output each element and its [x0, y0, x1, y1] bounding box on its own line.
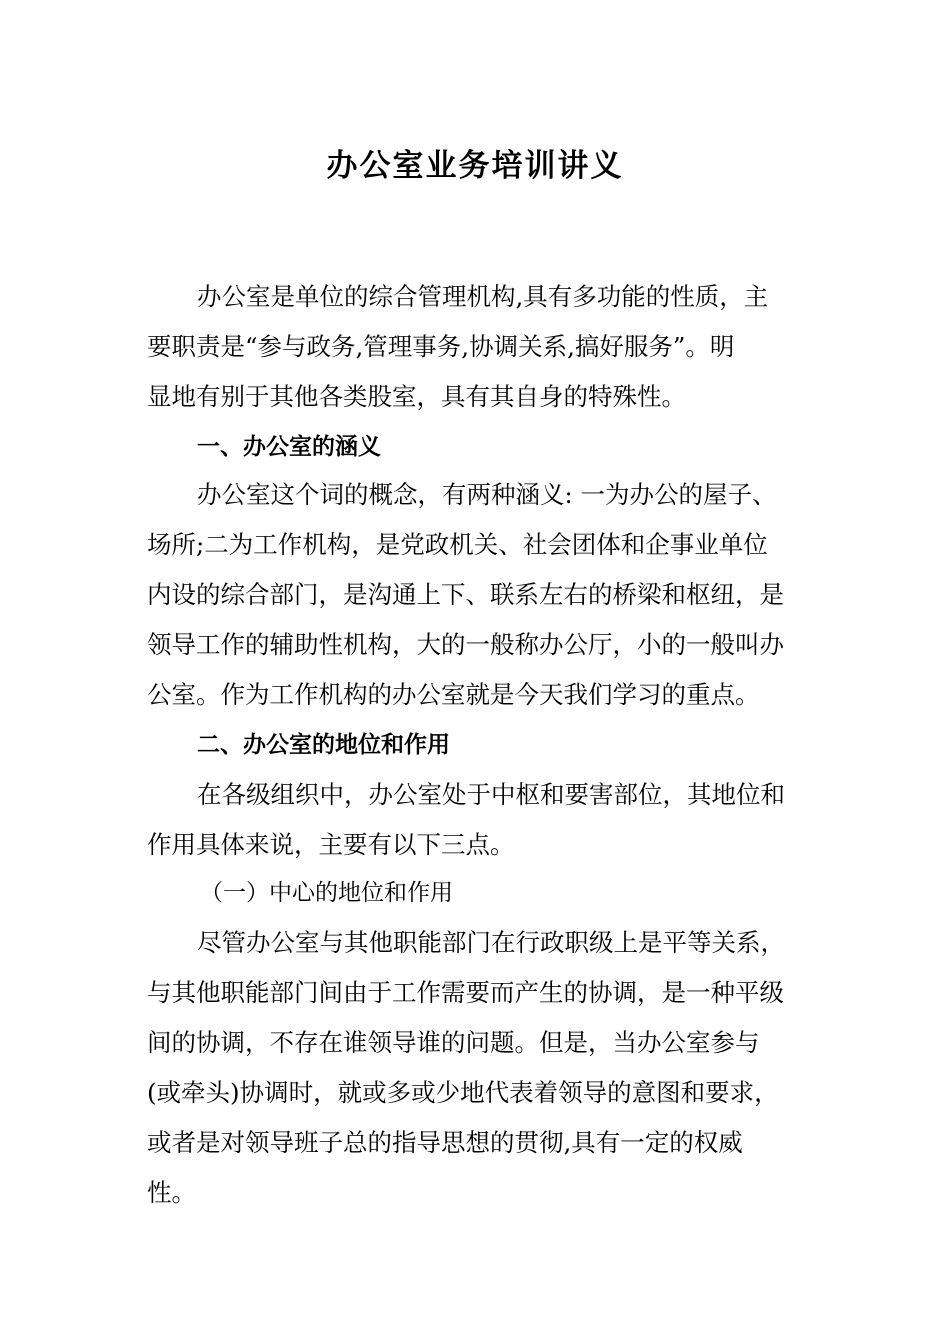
- section-1-line-1: 办公室这个词的概念，有两种涵义: 一为办公的屋子、: [197, 480, 777, 509]
- subsection-1-line-5: 或者是对领导班子总的指导思想的贯彻,具有一定的权威: [147, 1128, 743, 1157]
- section-1-line-4: 领导工作的辅助性机构，大的一般称办公厅，小的一般叫办: [147, 630, 784, 659]
- section-1-line-2: 场所;二为工作机构，是党政机关、社会团体和企事业单位: [147, 530, 768, 559]
- section-1-line-3: 内设的综合部门，是沟通上下、联系左右的桥梁和枢纽，是: [147, 580, 784, 609]
- subsection-1-heading: （一）中心的地位和作用: [200, 880, 453, 906]
- subsection-1-line-6: 性。: [147, 1178, 196, 1207]
- intro-line-2: 要职责是“参与政务,管理事务,协调关系,搞好服务”。明: [147, 332, 735, 361]
- document-title: 办公室业务培训讲义: [326, 148, 624, 184]
- subsection-1-line-3: 间的协调，不存在谁领导谁的问题。但是，当办公室参与: [147, 1028, 760, 1057]
- intro-line-1: 办公室是单位的综合管理机构,具有多功能的性质，主: [197, 282, 769, 311]
- section-2-heading: 二、办公室的地位和作用: [197, 732, 450, 758]
- section-2-line-2: 作用具体来说，主要有以下三点。: [147, 830, 515, 859]
- section-1-line-5: 公室。作为工作机构的办公室就是今天我们学习的重点。: [147, 680, 760, 709]
- intro-line-3: 显地有别于其他各类股室，具有其自身的特殊性。: [147, 382, 686, 411]
- subsection-1-line-4: (或牵头)协调时，就或多或少地代表着领导的意图和要求，: [147, 1078, 779, 1107]
- subsection-1-line-1: 尽管办公室与其他职能部门在行政职级上是平等关系，: [197, 928, 785, 957]
- section-1-heading: 一、办公室的涵义: [197, 434, 381, 460]
- subsection-1-line-2: 与其他职能部门间由于工作需要而产生的协调，是一种平级: [147, 978, 784, 1007]
- section-2-line-1: 在各级组织中，办公室处于中枢和要害部位，其地位和: [197, 780, 785, 809]
